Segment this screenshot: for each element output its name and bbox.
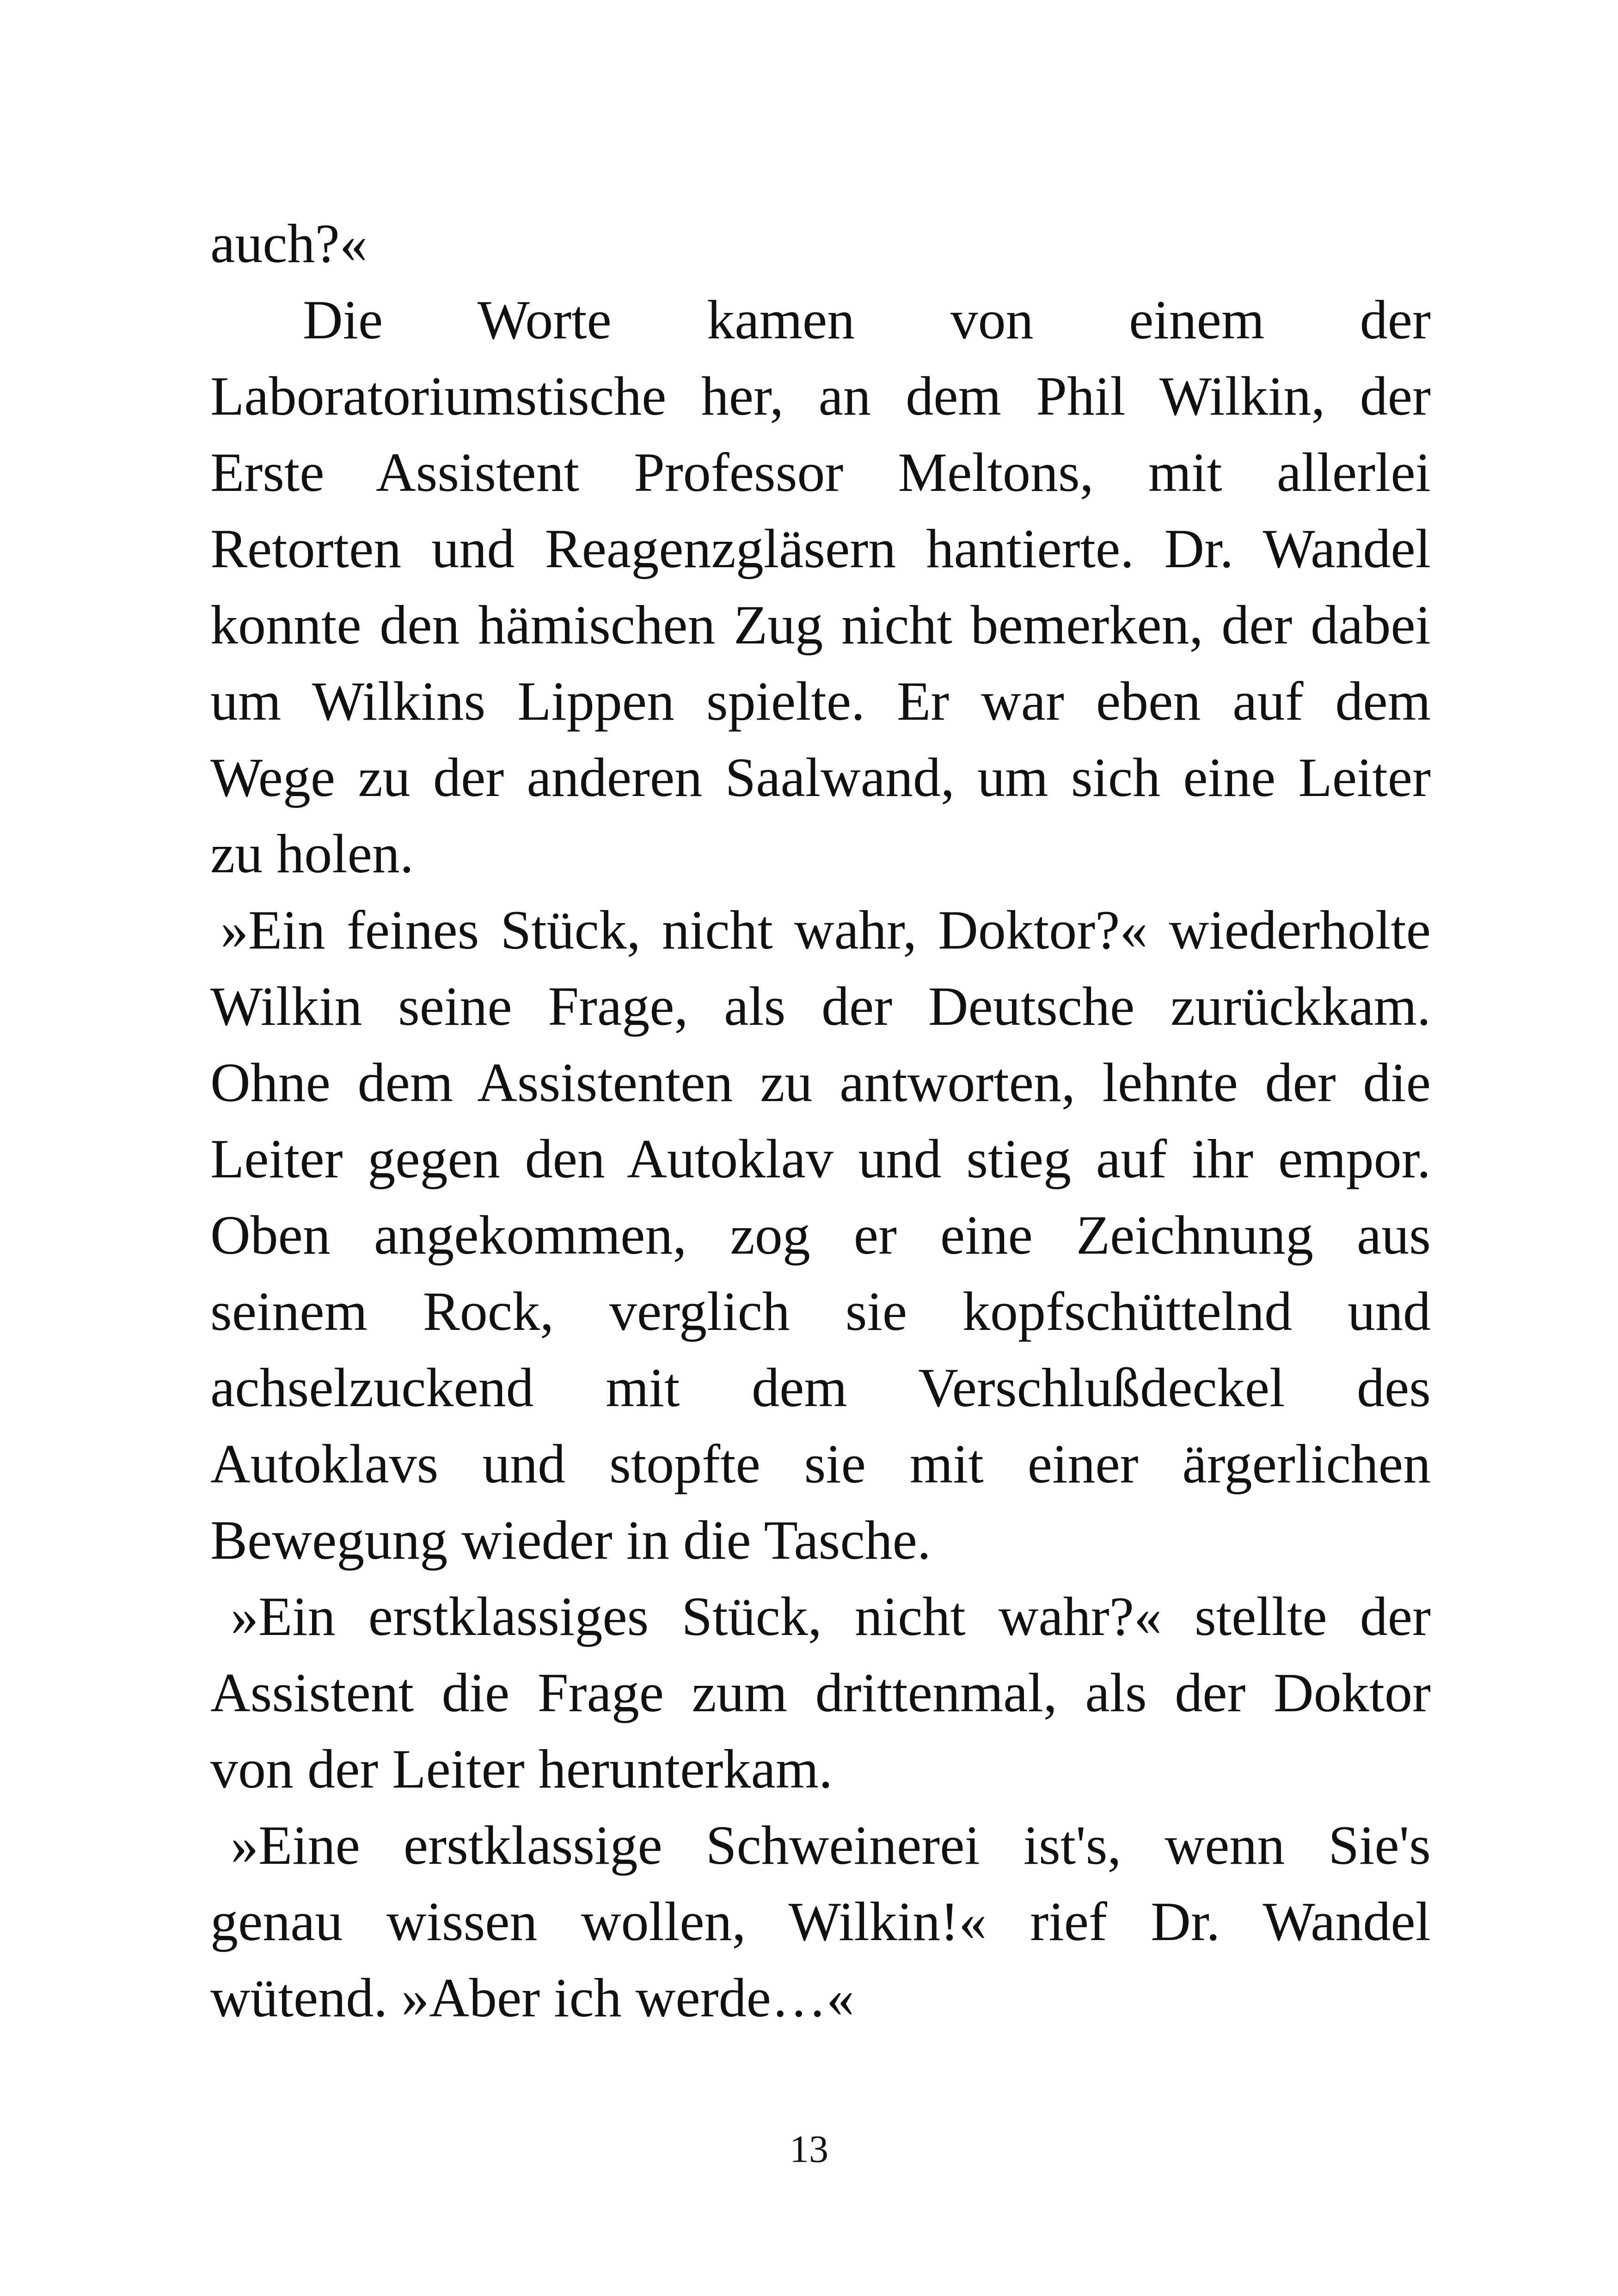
text-line: Retorten und Reagenzgläsern hantierte. Dr. Wandel [210,518,1431,579]
text-line: wütend. »Aber ich werde…« [210,1967,854,2028]
text-line: Leiter gegen den Autoklav und stieg auf ihr empor. [210,1128,1431,1189]
text-line: genau wissen wollen, Wilkin!« rief Dr. Wandel [210,1891,1431,1952]
text-line: »Ein feines Stück, nicht wahr, Doktor?« wiederholte [221,899,1431,961]
text-line: Ohne dem Assistenten zu antworten, lehnte der die [210,1052,1431,1113]
text-line: auch?« [210,213,368,274]
text-line: achselzuckend mit dem Verschlußdeckel des [210,1357,1431,1418]
text-line: Erste Assistent Professor Meltons, mit allerlei [210,441,1431,503]
text-line: seinem Rock, verglich sie kopfschüttelnd und [210,1280,1431,1342]
text-line: Oben angekommen, zog er eine Zeichnung aus [210,1204,1431,1266]
text-line: Wilkin seine Frage, als der Deutsche zurückkam. [210,975,1431,1037]
text-line: Assistent die Frage zum drittenmal, als der Doktor [210,1662,1431,1723]
text-line: zu holen. [210,823,414,884]
text-line: Wege zu der anderen Saalwand, um sich eine Leiter [210,747,1431,808]
text-line: Autoklavs und stopfte sie mit einer ärgerlichen [210,1433,1431,1494]
page-number: 13 [790,2128,828,2171]
text-line: Die Worte kamen von einem der [303,289,1431,350]
text-line: um Wilkins Lippen spielte. Er war eben auf dem [210,670,1431,732]
text-line: Laboratoriumstische her, an dem Phil Wilkin, der [210,365,1431,427]
text-line: »Eine erstklassige Schweinerei ist's, wenn Sie's [231,1814,1431,1876]
text-line: von der Leiter herunterkam. [210,1738,833,1800]
body-text [210,205,1431,2036]
text-line: konnte den hämischen Zug nicht bemerken, der dabei [210,594,1431,655]
text-line: Bewegung wieder in die Tasche. [210,1509,931,1571]
text-line: »Ein erstklassiges Stück, nicht wahr?« stellte der [231,1586,1431,1647]
